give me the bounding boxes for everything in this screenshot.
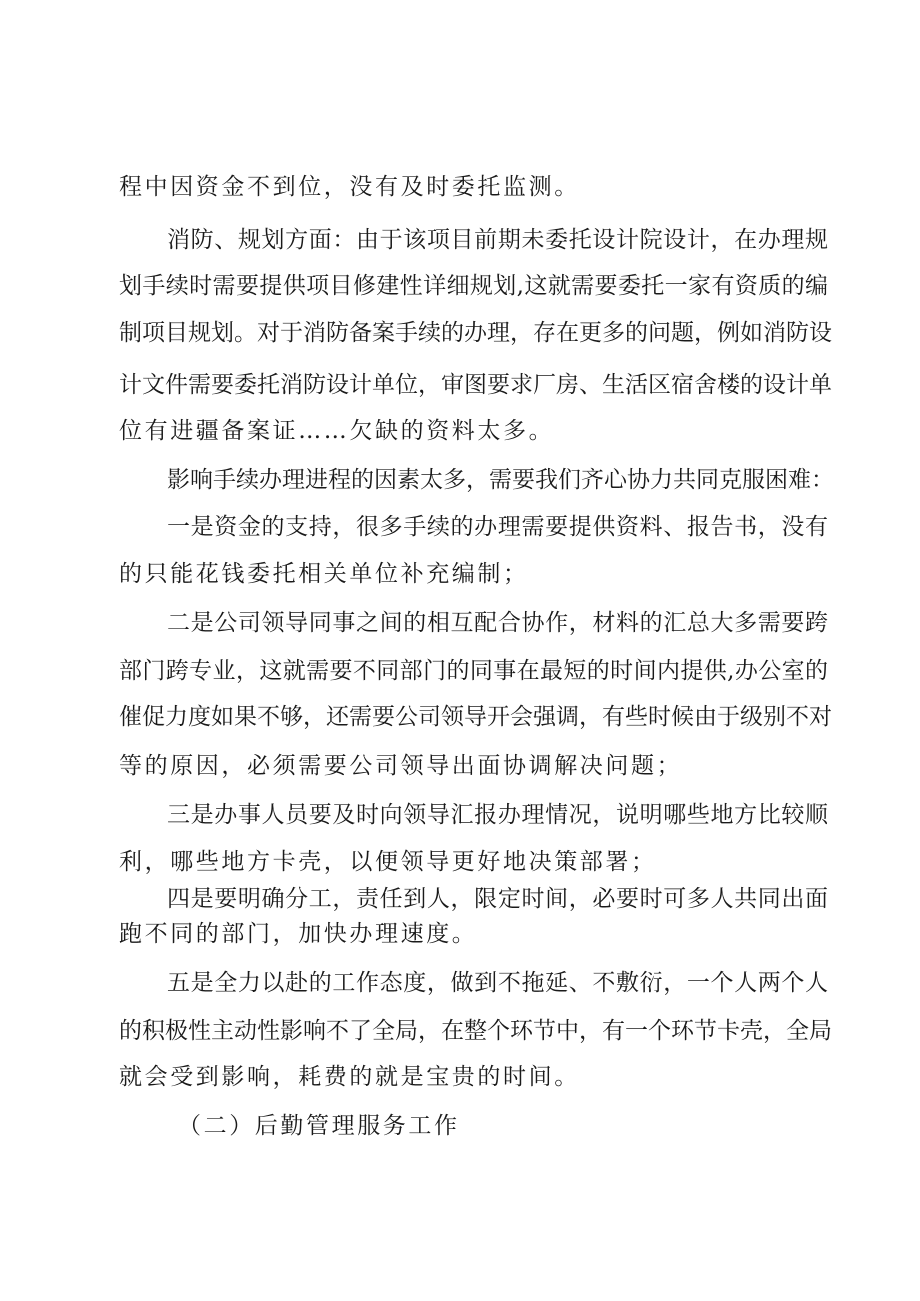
paragraph-line: 计文件需要委托消防设计单位，审图要求厂房、生活区宿舍楼的设计单 xyxy=(119,372,832,398)
paragraph-line: 程中因资金不到位，没有及时委托监测。 xyxy=(119,174,580,200)
paragraph-line: 利，哪些地方卡壳，以便领导更好地决策部署； xyxy=(119,849,657,875)
paragraph-line: 四是要明确分工，责任到人，限定时间，必要时可多人共同出面 xyxy=(167,886,828,912)
paragraph-line: 位有进疆备案证……欠缺的资料太多。 xyxy=(119,418,555,444)
paragraph-line: 消防、规划方面：由于该项目前期未委托设计院设计，在办理规 xyxy=(167,227,828,253)
paragraph-line: 就会受到影响，耗费的就是宝贵的时间。 xyxy=(119,1064,580,1090)
paragraph-line: 部门跨专业，这就需要不同部门的同事在最短的时间内提供,办公室的 xyxy=(119,658,828,684)
paragraph-line: 影响手续办理进程的因素太多，需要我们齐心协力共同克服困难： xyxy=(167,467,834,493)
paragraph-line: 五是全力以赴的工作态度，做到不拖延、不敷衍，一个人两个人 xyxy=(167,970,828,996)
paragraph-line: 催促力度如果不够，还需要公司领导开会强调，有些时候由于级别不对 xyxy=(119,704,832,730)
paragraph-line: 的只能花钱委托相关单位补充编制； xyxy=(119,561,529,587)
paragraph-line: 的积极性主动性影响不了全局，在整个环节中，有一个环节卡壳，全局 xyxy=(119,1018,832,1044)
paragraph-line: 制项目规划。对于消防备案手续的办理，存在更多的问题，例如消防设 xyxy=(119,320,832,346)
paragraph-line: 三是办事人员要及时向领导汇报办理情况，说明哪些地方比较顺 xyxy=(167,802,828,828)
paragraph-line: 划手续时需要提供项目修建性详细规划,这就需要委托一家有资质的编 xyxy=(119,273,828,299)
paragraph-line: 一是资金的支持，很多手续的办理需要提供资料、报告书，没有 xyxy=(167,514,828,540)
section-heading: （二）后勤管理服务工作 xyxy=(178,1113,460,1139)
paragraph-line: 二是公司领导同事之间的相互配合协作，材料的汇总大多需要跨 xyxy=(167,610,828,636)
paragraph-line: 跑不同的部门，加快办理速度。 xyxy=(119,921,478,947)
paragraph-line: 等的原因，必须需要公司领导出面协调解决问题； xyxy=(119,753,683,779)
